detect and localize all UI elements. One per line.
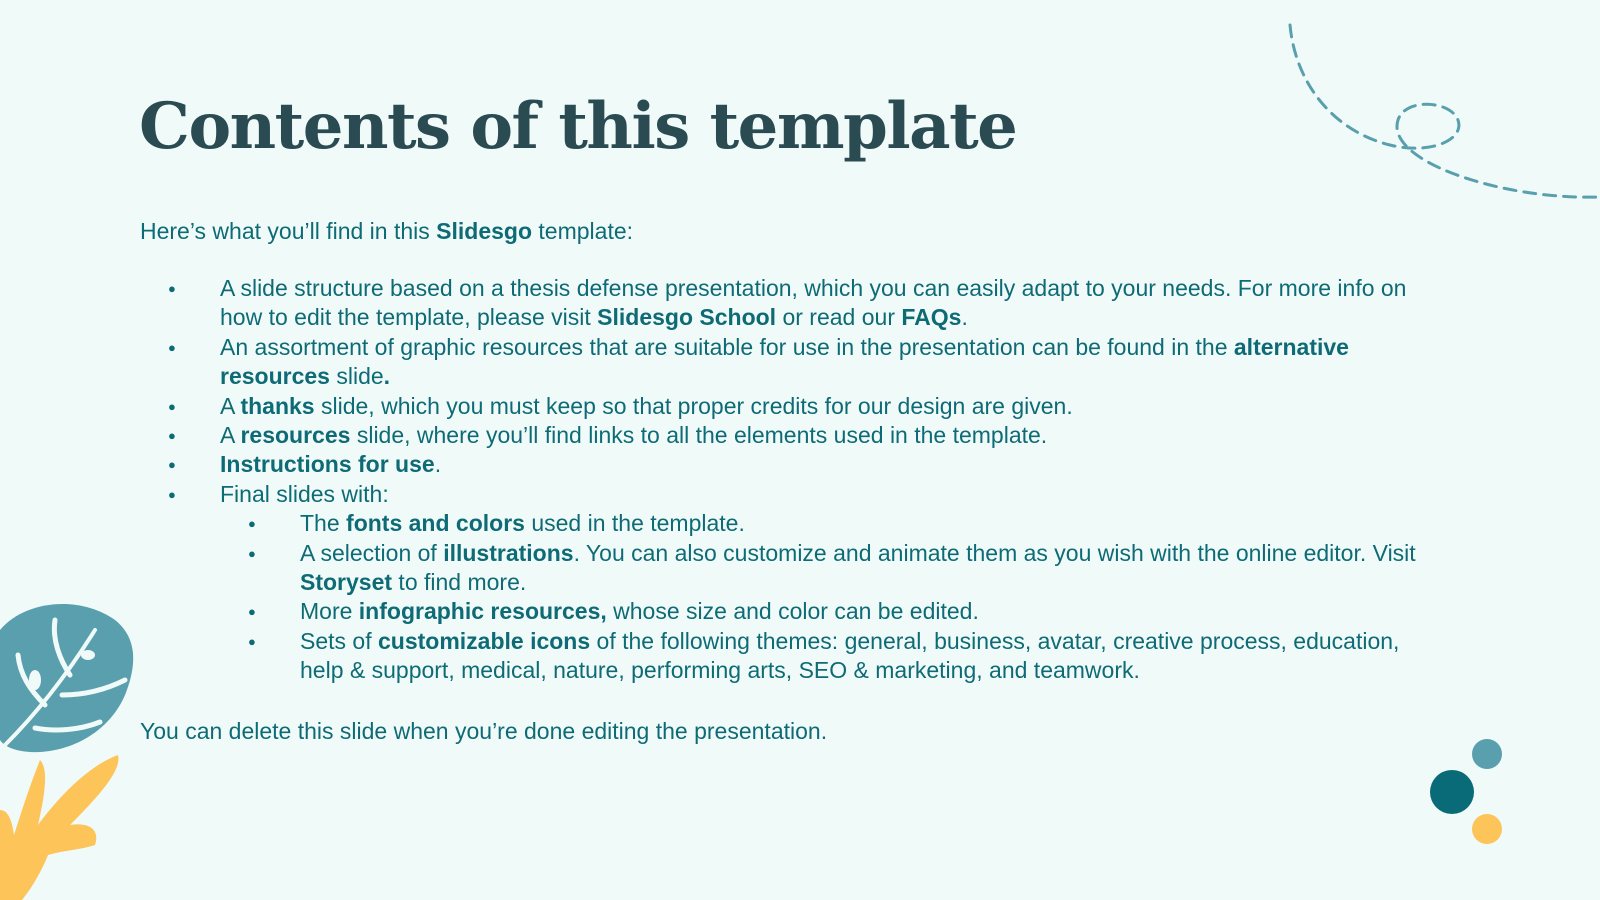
monstera-leaf-icon bbox=[0, 600, 140, 760]
list-item: ● Instructions for use. bbox=[140, 450, 1440, 479]
outro-text: You can delete this slide when you’re done editing the presentation. bbox=[140, 718, 828, 744]
list-item: ● An assortment of graphic resources that are suitable for use in the presentation can be found in the alternative resources slide. bbox=[140, 333, 1440, 392]
sublist-item: ● Sets of customizable icons of the following themes: general, business, avatar, creative process, education, help & support, medical, nature, performing arts, SEO & marketing, and teamwork. bbox=[220, 627, 1440, 686]
yellow-coral-leaf-icon bbox=[0, 750, 130, 900]
faqs-link[interactable]: FAQs bbox=[901, 304, 962, 331]
contents-list bbox=[140, 274, 1440, 686]
list-item: ● A slide structure based on a thesis defense presentation, which you can easily adapt to your needs. For more info on how to edit the template, please visit Slidesgo School or read our FAQs. bbox=[140, 274, 1440, 333]
list-item: ● A thanks slide, which you must keep so that proper credits for our design are given. bbox=[140, 392, 1440, 421]
three-dots-icon bbox=[1430, 735, 1520, 850]
final-slides-sublist bbox=[220, 509, 1440, 685]
sublist-item: ● A selection of illustrations. You can also customize and animate them as you wish with the online editor. Visit Storyset to find more. bbox=[220, 539, 1440, 598]
sublist-item: ● The fonts and colors used in the template. bbox=[220, 509, 1440, 538]
sublist-item: ● More infographic resources, whose size and color can be edited. bbox=[220, 597, 1440, 626]
dashed-loop-line-icon bbox=[1280, 20, 1600, 210]
storyset-link[interactable]: Storyset bbox=[300, 569, 393, 596]
list-item: ● A resources slide, where you’ll find links to all the elements used in the template. bbox=[140, 421, 1440, 450]
slidesgo-link[interactable]: Slidesgo bbox=[436, 218, 533, 244]
slidesgo-school-link[interactable]: Slidesgo School bbox=[597, 304, 777, 331]
page-title: Contents of this template bbox=[139, 89, 1017, 164]
intro-text: Here’s what you’ll find in this Slidesgo template: bbox=[140, 218, 634, 244]
list-item: ● Final slides with: ● The fonts and colors used in the template. ● A selection of illustrations. You can also customize and animate them as you wish with the online editor. Visit Storyset to find more. ● More infographic resources, whose size and color can be edited. ● Sets of customizable icons of the following themes: general, business, avatar, creative process, education, help & support, medical, nature, performing arts, SEO & marketing, and teamwork. bbox=[140, 480, 1440, 686]
